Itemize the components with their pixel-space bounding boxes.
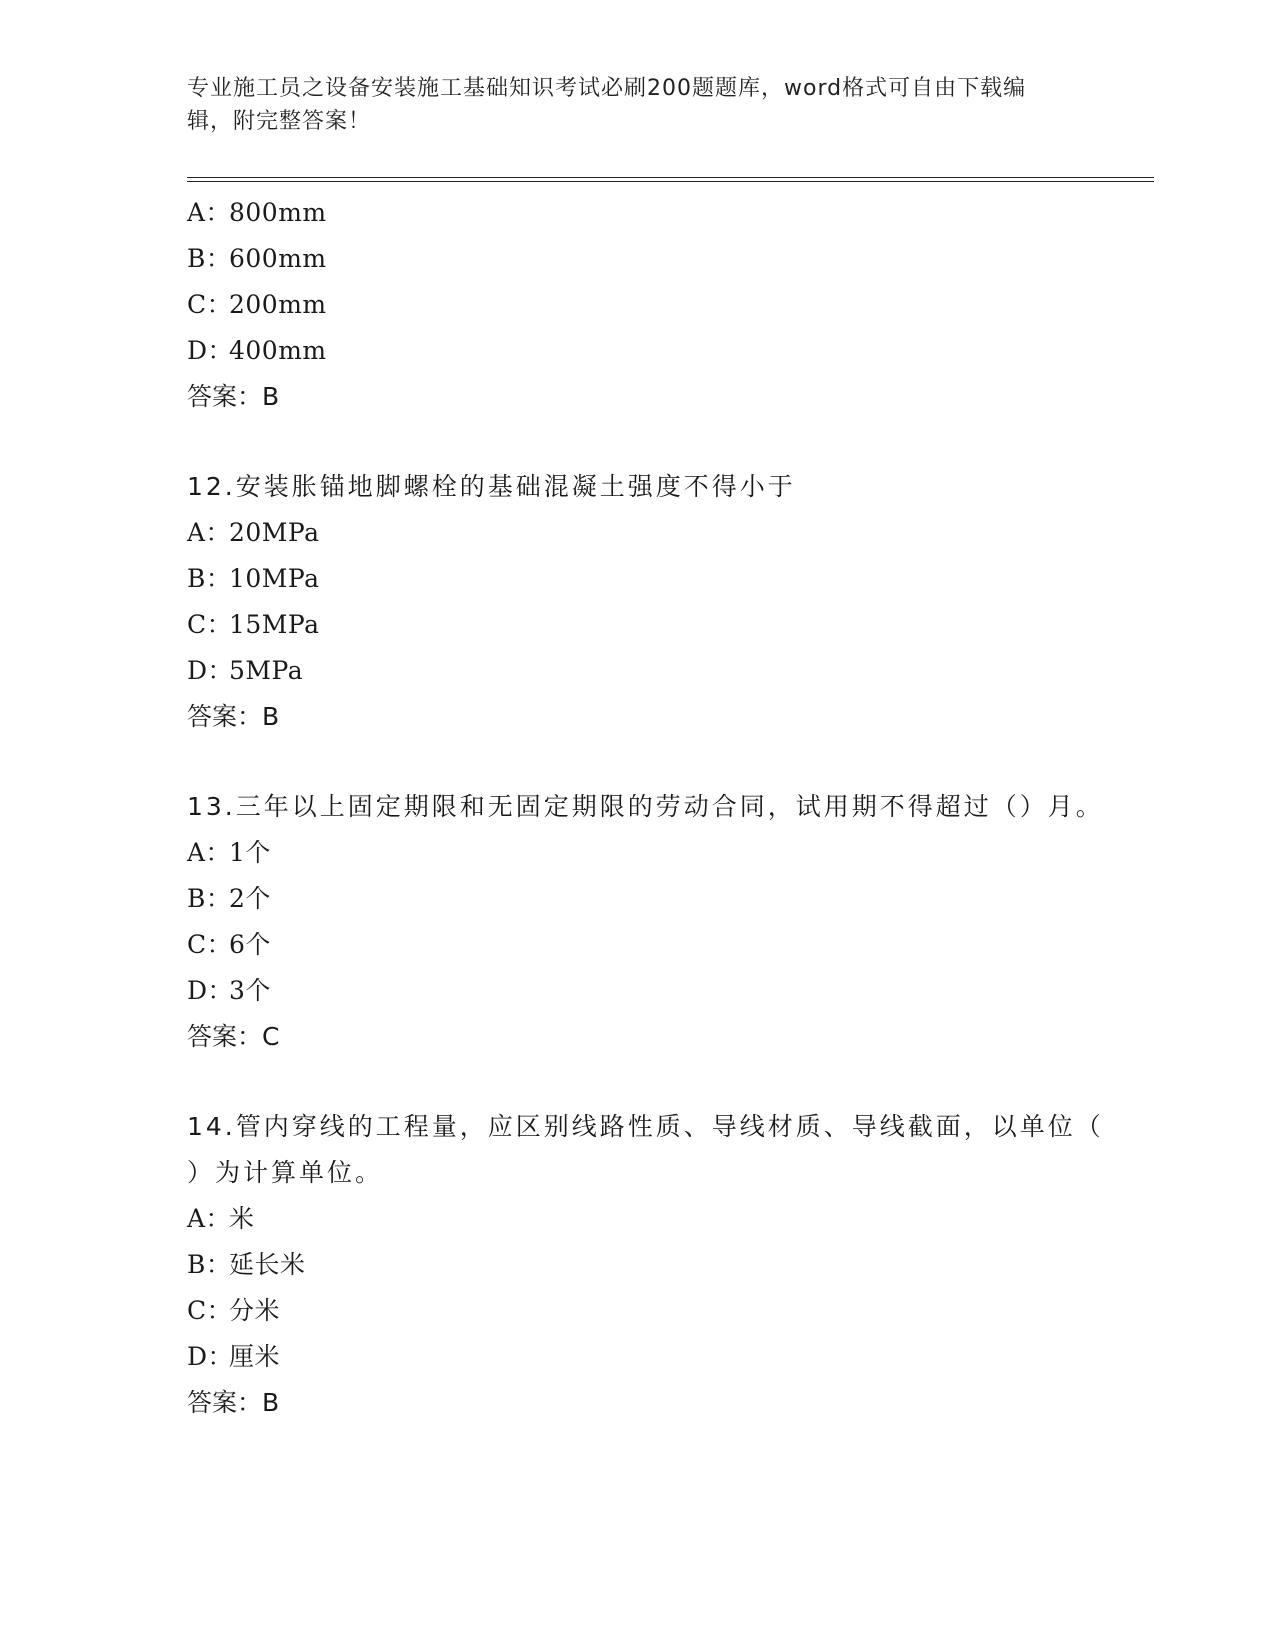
- option-d: D：400mm: [187, 336, 327, 365]
- question-block-13: [187, 784, 1107, 1060]
- option-b: B：10MPa: [187, 564, 320, 593]
- option-b: B：600mm: [187, 244, 327, 273]
- answer: 答案：B: [187, 382, 280, 411]
- question-list: [187, 190, 1107, 1426]
- option-b: B：延长米: [187, 1250, 306, 1279]
- question-block-14: [187, 1104, 1107, 1426]
- option-a: A：米: [187, 1204, 255, 1233]
- option-d: D：5MPa: [187, 656, 304, 685]
- question-title: 14.管内穿线的工程量，应区别线路性质、导线材质、导线截面，以单位（ ）为计算单位。: [187, 1112, 1104, 1187]
- option-d: D：厘米: [187, 1342, 281, 1371]
- answer: 答案：B: [187, 1388, 280, 1417]
- question-title: 13.三年以上固定期限和无固定期限的劳动合同，试用期不得超过（）月。: [187, 792, 1104, 821]
- option-a: A：800mm: [187, 198, 327, 227]
- option-c: C：200mm: [187, 290, 327, 319]
- question-title: 12.安装胀锚地脚螺栓的基础混凝土强度不得小于: [187, 472, 796, 501]
- option-d: D：3个: [187, 976, 271, 1005]
- option-c: C：6个: [187, 930, 271, 959]
- option-c: C：分米: [187, 1296, 281, 1325]
- option-b: B：2个: [187, 884, 271, 913]
- question-block-12: [187, 464, 1107, 740]
- header-double-rule: [187, 177, 1154, 182]
- question-block-11: [187, 190, 1107, 420]
- option-a: A：1个: [187, 838, 271, 867]
- option-a: A：20MPa: [187, 518, 320, 547]
- option-c: C：15MPa: [187, 610, 320, 639]
- answer: 答案：B: [187, 702, 280, 731]
- document-header: 专业施工员之设备安装施工基础知识考试必刷200题题库，word格式可自由下载编辑，附完整答案！: [187, 76, 1027, 134]
- answer: 答案：C: [187, 1022, 280, 1051]
